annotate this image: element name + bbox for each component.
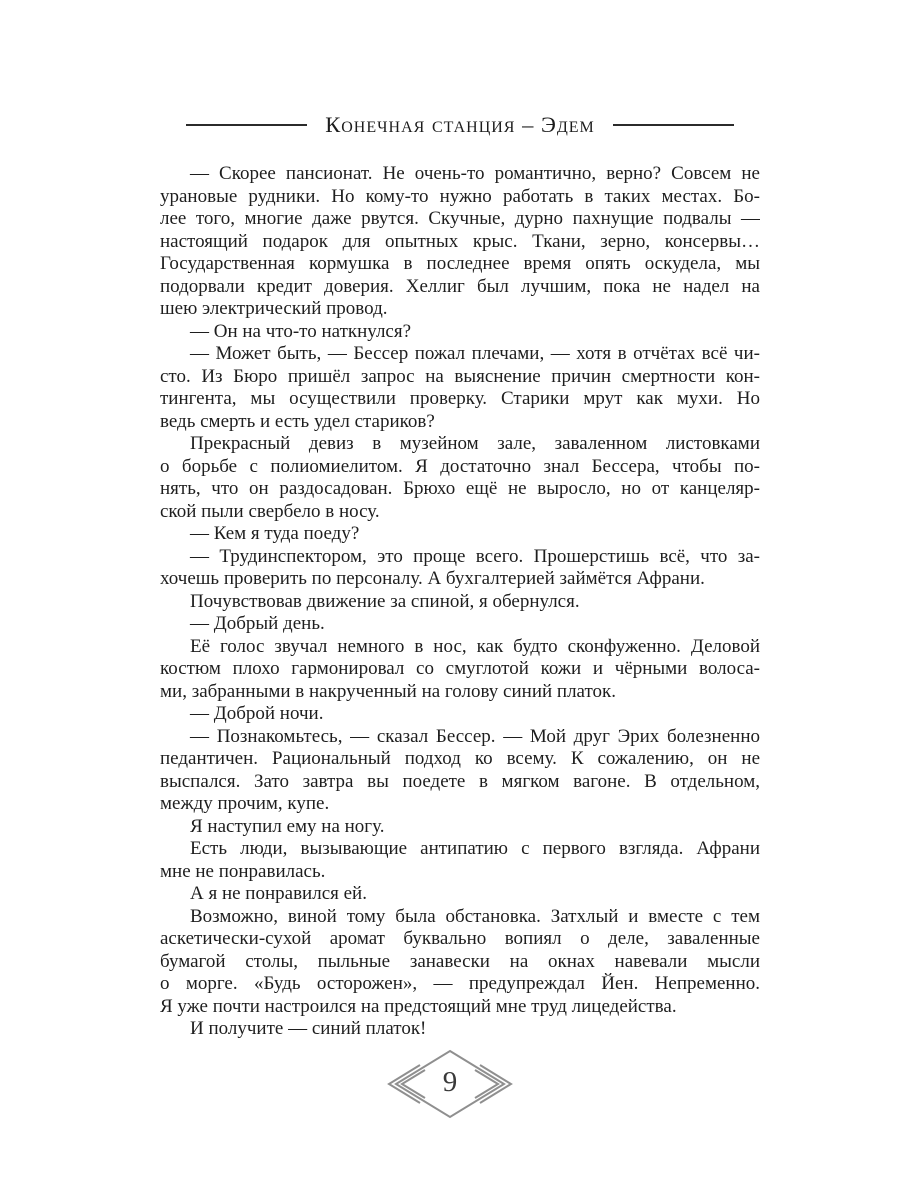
text-line: Я наступил ему на ногу. <box>190 815 385 837</box>
text-line: — Он на что-то наткнулся? <box>190 320 412 342</box>
text-line: аскетически-сухой аромат буквально вопиял о деле, заваленные <box>160 928 760 949</box>
paragraph <box>160 883 760 906</box>
text-line: Возможно, виной тому была обстановка. Затхлый и вместе с тем <box>190 905 760 927</box>
text-line: ми, забранными в накрученный на голову синий платок. <box>160 680 617 702</box>
text-line: о борьбе с полиомиелитом. Я достаточно знал Бессера, чтобы по- <box>160 455 760 477</box>
text-line: Прекрасный девиз в музейном зале, заваленном листовками <box>190 433 760 454</box>
text-line: И получите — синий платок! <box>190 1018 427 1039</box>
paragraph <box>160 523 760 546</box>
text-line: педантичен. Рациональный подход ко всему. К сожалению, он не <box>160 748 760 769</box>
text-line: — Познакомьтесь, — сказал Бессер. — Мой друг Эрих болезненно <box>190 725 760 747</box>
paragraph <box>160 838 760 883</box>
paragraph <box>160 636 760 704</box>
text-line: ской пыли свербело в носу. <box>160 500 380 522</box>
text-line: бумагой столы, пыльные занавески на окнах навевали мысли <box>160 950 760 972</box>
text-line: костюм плохо гармонировал со смуглотой кожи и чёрными волоса- <box>160 658 760 679</box>
paragraph <box>160 816 760 839</box>
paragraph <box>160 163 760 321</box>
text-line: Её голос звучал немного в нос, как будто сконфуженно. Деловой <box>190 635 760 657</box>
text-line: А я не понравился ей. <box>190 883 367 904</box>
text-line: тингента, мы осуществили проверку. Старики мрут как мухи. Но <box>160 388 760 409</box>
text-line: — Может быть, — Бессер пожал плечами, — хотя в отчётах всё чи- <box>190 343 760 364</box>
paragraph <box>160 613 760 636</box>
text-line: ведь смерть и есть удел стариков? <box>160 410 435 432</box>
text-line: нять, что он раздосадован. Брюхо ещё не выросло, но от канцеляр- <box>160 478 760 499</box>
text-line: о морге. «Будь осторожен», — предупреждал Йен. Непременно. <box>160 973 760 994</box>
text-line: настоящий подарок для опытных крыс. Ткани, зерно, консервы… <box>160 230 760 252</box>
page-footer <box>0 1047 900 1121</box>
text-line: Я уже почти настроился на предстоящий мне труд лицедейства. <box>160 995 677 1017</box>
header-rule-left <box>186 124 307 126</box>
text-line: подорвали кредит доверия. Хеллиг был лучшим, пока не надел на <box>160 275 760 297</box>
text-line: хочешь проверить по персоналу. А бухгалтерией займётся Афрани. <box>160 568 705 589</box>
text-line: — Кем я туда поеду? <box>190 523 360 544</box>
paragraph <box>160 591 760 614</box>
text-line: сто. Из Бюро пришёл запрос на выяснение причин смертности кон- <box>160 365 760 387</box>
paragraph <box>160 726 760 816</box>
paragraph <box>160 343 760 433</box>
text-line: Почувствовав движение за спиной, я обернулся. <box>190 590 580 612</box>
paragraph <box>160 703 760 726</box>
text-line: выспался. Зато завтра вы поедете в мягком вагоне. В отдельном, <box>160 770 760 792</box>
header-rule-right <box>613 124 734 126</box>
paragraph <box>160 906 760 1019</box>
page-number-ornament <box>386 1047 514 1121</box>
text-line: лее того, многие даже рвутся. Скучные, дурно пахнущие подвалы — <box>160 208 760 229</box>
text-line: между прочим, купе. <box>160 793 330 814</box>
text-line: Государственная кормушка в последнее время опять оскудела, мы <box>160 253 760 274</box>
paragraph <box>160 546 760 591</box>
text-line: урановые рудники. Но кому-то нужно работать в таких местах. Бо- <box>160 185 760 207</box>
text-line: — Трудинспектором, это проще всего. Прошерстишь всё, что за- <box>190 545 760 567</box>
text-line: — Доброй ночи. <box>190 703 324 724</box>
paragraph <box>160 321 760 344</box>
text-line: мне не понравилась. <box>160 860 326 882</box>
text-line: Есть люди, вызывающие антипатию с первого взгляда. Афрани <box>190 838 760 859</box>
text-line: — Скорее пансионат. Не очень-то романтично, верно? Совсем не <box>190 163 760 184</box>
paragraph <box>160 433 760 523</box>
running-title: Конечная станция – Эдем <box>325 112 595 137</box>
text-line: — Добрый день. <box>190 613 325 634</box>
page-text <box>160 163 760 1041</box>
text-line: шею электрический провод. <box>160 298 388 319</box>
paragraph <box>160 1018 760 1041</box>
running-header <box>160 112 760 138</box>
page-number: 9 <box>442 1066 458 1098</box>
